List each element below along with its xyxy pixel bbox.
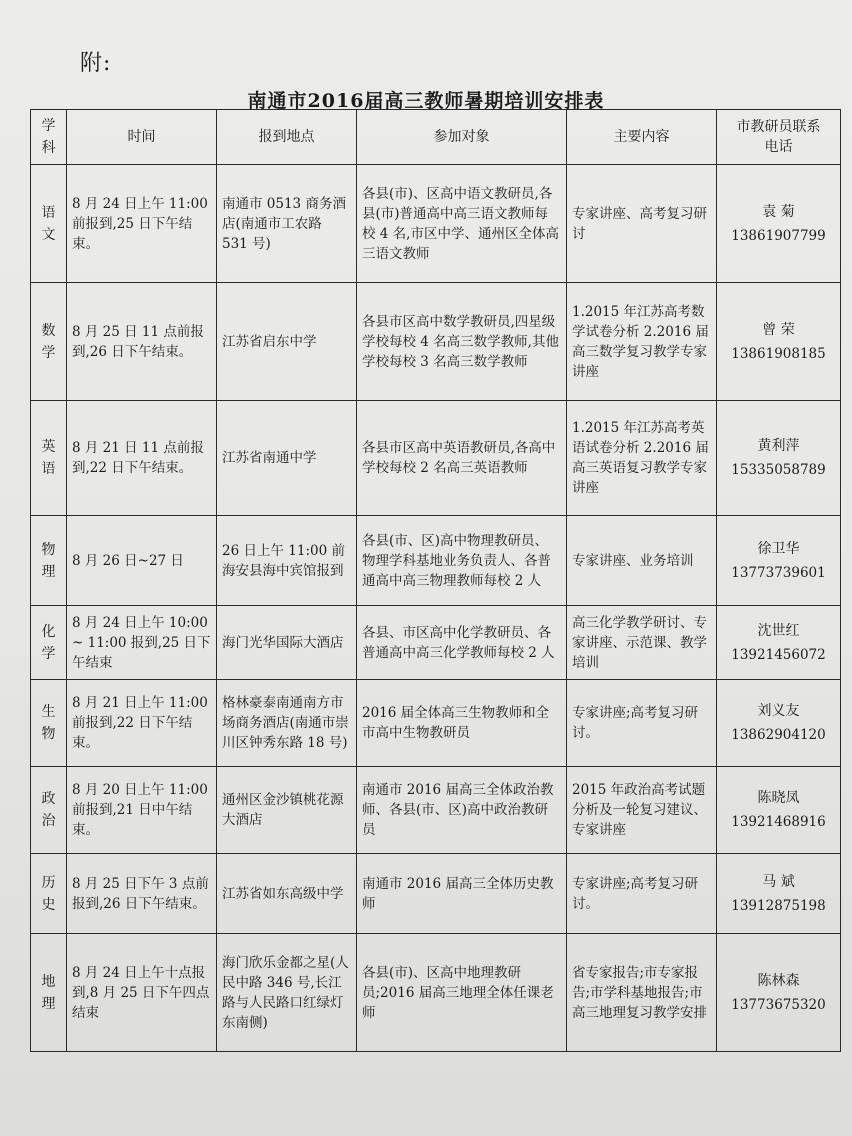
content-cell: 专家讲座、高考复习研讨 (567, 165, 717, 283)
subject-cell: 语文 (31, 165, 67, 283)
time-cell: 8 月 26 日~27 日 (67, 516, 217, 606)
table-row (31, 934, 841, 1052)
contact-phone: 13861907799 (731, 227, 826, 244)
content-cell: 1.2015 年江苏高考数学试卷分析 2.2016 届高三数学复习教学专家讲座 (567, 283, 717, 401)
location-cell: 江苏省南通中学 (217, 401, 357, 516)
content-cell: 1.2015 年江苏高考英语试卷分析 2.2016 届高三英语复习教学专家讲座 (567, 401, 717, 516)
participants-cell: 各县市区高中数学教研员,四星级学校每校 4 名高三数学教师,其他学校每校 3 名高三数学教师 (357, 283, 567, 401)
table-row (31, 283, 841, 401)
location-cell: 海门光华国际大酒店 (217, 606, 357, 680)
table-row (31, 854, 841, 934)
contact-phone: 13921456072 (731, 646, 826, 663)
time-cell: 8 月 21 日上午 11:00 前报到,22 日下午结束。 (67, 680, 217, 767)
table-row (31, 767, 841, 854)
content-cell: 2015 年政治高考试题分析及一轮复习建议、专家讲座 (567, 767, 717, 854)
location-cell: 南通市 0513 商务酒店(南通市工农路 531 号) (217, 165, 357, 283)
header-contact: 市教研员联系电话 (717, 110, 841, 165)
contact-name: 徐卫华 (757, 540, 800, 557)
location-cell: 海门欣乐金都之星(人民中路 346 号,长江路与人民路口红绿灯东南侧) (217, 934, 357, 1052)
location-cell: 江苏省如东高级中学 (217, 854, 357, 934)
contact-name: 陈林森 (757, 972, 800, 989)
location-cell: 格林豪泰南通南方市场商务酒店(南通市崇川区钟秀东路 18 号) (217, 680, 357, 767)
contact-cell (717, 606, 841, 680)
subject-cell: 生物 (31, 680, 67, 767)
contact-name: 袁 菊 (762, 203, 795, 220)
contact-name: 刘义友 (757, 703, 800, 719)
time-cell: 8 月 20 日上午 11:00 前报到,21 日中午结束。 (67, 767, 217, 854)
contact-phone: 15335058789 (731, 462, 826, 478)
content-cell: 高三化学教学研讨、专家讲座、示范课、教学培训 (567, 606, 717, 680)
time-cell: 8 月 24 日上午 11:00 前报到,25 日下午结束。 (67, 165, 217, 283)
location-cell: 江苏省启东中学 (217, 283, 357, 401)
subject-cell: 地理 (31, 934, 67, 1052)
participants-cell: 南通市 2016 届高三全体政治教师、各县(市、区)高中政治教研员 (357, 767, 567, 854)
contact-phone: 13773739601 (731, 564, 826, 581)
contact-cell (717, 767, 841, 854)
table-row (31, 606, 841, 680)
header-subject: 学科 (31, 110, 67, 165)
time-cell: 8 月 24 日上午 10:00 ~ 11:00 报到,25 日下午结束 (67, 606, 217, 680)
contact-cell (717, 165, 841, 283)
header-participants: 参加对象 (357, 110, 567, 165)
contact-name: 黄利萍 (757, 438, 800, 454)
contact-phone: 13861908185 (731, 345, 826, 362)
time-cell: 8 月 21 日 11 点前报到,22 日下午结束。 (67, 401, 217, 516)
subject-cell: 英语 (31, 401, 67, 516)
contact-cell (717, 283, 841, 401)
subject-cell: 数学 (31, 283, 67, 401)
location-cell: 通州区金沙镇桃花源大酒店 (217, 767, 357, 854)
document-title: 南通市2016届高三教师暑期培训安排表 (247, 90, 605, 112)
contact-cell (717, 401, 841, 516)
training-schedule-table (30, 109, 841, 1052)
participants-cell: 各县(市)、区高中语文教研员,各县(市)普通高中高三语文教师每校 4 名,市区中学、通州区全体高三语文教师 (357, 165, 567, 283)
contact-cell (717, 680, 841, 767)
subject-cell: 历史 (31, 854, 67, 934)
table-row (31, 680, 841, 767)
participants-cell: 各县(市)、区高中地理教研员;2016 届高三地理全体任课老师 (357, 934, 567, 1052)
subject-cell: 政治 (31, 767, 67, 854)
subject-cell: 化学 (31, 606, 67, 680)
participants-cell: 各县、市区高中化学教研员、各普通高中高三化学教师每校 2 人 (357, 606, 567, 680)
content-cell: 省专家报告;市专家报告;市学科基地报告;市高三地理复习教学安排 (567, 934, 717, 1052)
content-cell: 专家讲座;高考复习研讨。 (567, 680, 717, 767)
time-cell: 8 月 25 日下午 3 点前报到,26 日下午结束。 (67, 854, 217, 934)
header-time: 时间 (67, 110, 217, 165)
participants-cell: 2016 届全体高三生物教师和全市高中生物教研员 (357, 680, 567, 767)
contact-name: 马 斌 (762, 873, 795, 890)
participants-cell: 各县市区高中英语教研员,各高中学校每校 2 名高三英语教师 (357, 401, 567, 516)
participants-cell: 各县(市、区)高中物理教研员、物理学科基地业务负责人、各普通高中高三物理教师每校 2 人 (357, 516, 567, 606)
contact-name: 曾 荣 (762, 321, 795, 338)
header-location: 报到地点 (217, 110, 357, 165)
content-cell: 专家讲座;高考复习研讨。 (567, 854, 717, 934)
content-cell: 专家讲座、业务培训 (567, 516, 717, 606)
table-row (31, 401, 841, 516)
table-header-row (31, 110, 841, 165)
contact-cell (717, 934, 841, 1052)
subject-cell: 物理 (31, 516, 67, 606)
location-cell: 26 日上午 11:00 前海安县海中宾馆报到 (217, 516, 357, 606)
contact-cell (717, 854, 841, 934)
contact-phone: 13773675320 (731, 996, 826, 1013)
time-cell: 8 月 24 日上午十点报到,8 月 25 日下午四点结束 (67, 934, 217, 1052)
contact-name: 陈晓凤 (757, 790, 800, 806)
contact-phone: 13912875198 (731, 897, 826, 914)
header-content: 主要内容 (567, 110, 717, 165)
participants-cell: 南通市 2016 届高三全体历史教师 (357, 854, 567, 934)
time-cell: 8 月 25 日 11 点前报到,26 日下午结束。 (67, 283, 217, 401)
contact-cell (717, 516, 841, 606)
annex-label: 附: (80, 51, 112, 76)
table-row (31, 516, 841, 606)
contact-phone: 13862904120 (731, 727, 826, 743)
table-row (31, 165, 841, 283)
contact-phone: 13921468916 (731, 814, 826, 830)
contact-name: 沈世红 (757, 622, 800, 639)
